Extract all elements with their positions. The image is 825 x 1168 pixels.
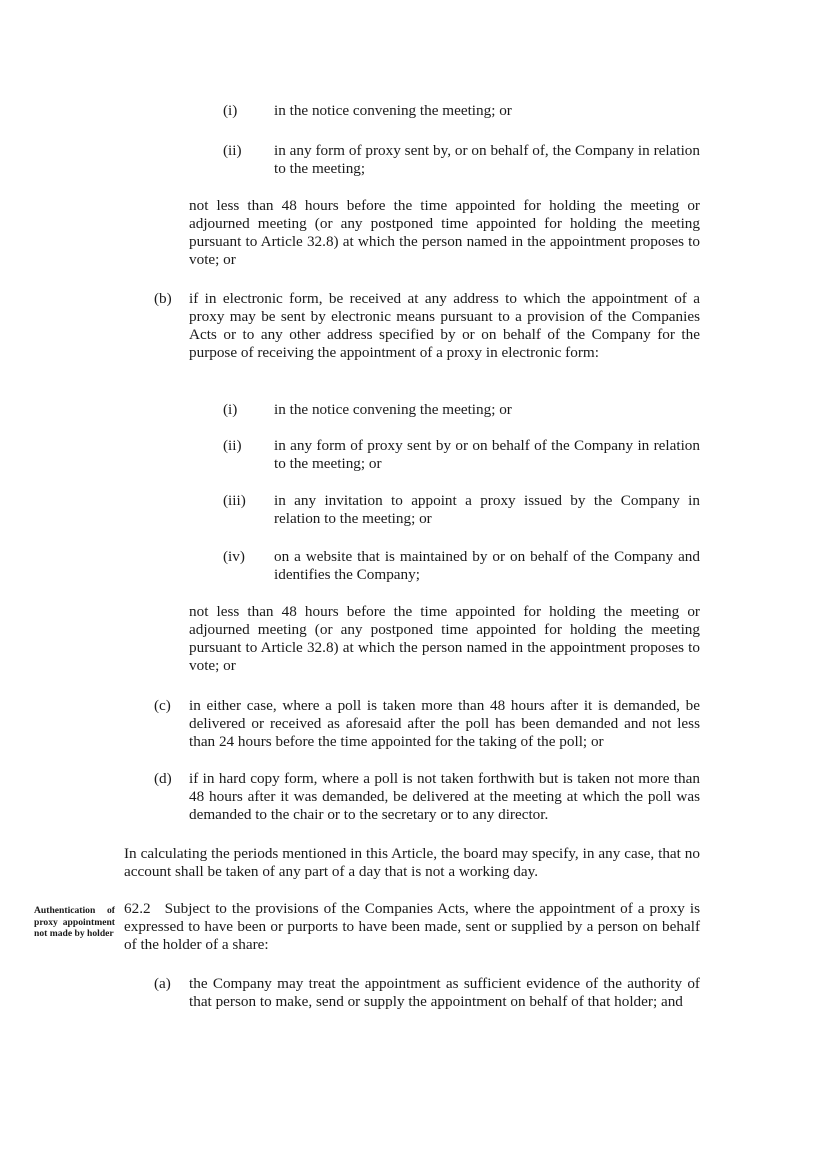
clause-text: the Company may treat the appointment as sufficient evidence of the authority of that person to make, send or supply the appointment on behalf of that holder; and xyxy=(189,975,700,1010)
item-text: on a website that is maintained by or on behalf of the Company and identifies the Company; xyxy=(274,548,700,583)
calculation-paragraph: In calculating the periods mentioned in this Article, the board may specify, in any case, that no account shall be taken of any part of a day that is not a working day. xyxy=(124,845,700,880)
clause-text: if in electronic form, be received at any address to which the appointment of a proxy may be sent by electronic means pursuant to a provision of the Companies Acts or to any other address specified by or on behalf of the Company for the purpose of receiving the appointment of a proxy in electronic form: xyxy=(189,290,700,361)
item-number: (i) xyxy=(223,401,238,418)
clause-b-tail-paragraph: not less than 48 hours before the time appointed for holding the meeting or adjourned meeting (or any postponed time appointed for holding the meeting pursuant to Article 32.8) at which the person named in the appointment proposes to vote; or xyxy=(189,603,700,674)
clause-text: if in hard copy form, where a poll is not taken forthwith but is taken not more than 48 hours after it was demanded, be delivered at the meeting at which the poll was demanded to the chair or to the secretary or to any director. xyxy=(189,770,700,823)
first-block-tail-paragraph: not less than 48 hours before the time appointed for holding the meeting or adjourned meeting (or any postponed time appointed for holding the meeting pursuant to Article 32.8) at which the person named in the appointment proposes to vote; or xyxy=(189,197,700,268)
item-number: (ii) xyxy=(223,437,242,454)
article-text: Subject to the provisions of the Companies Acts, where the appointment of a proxy is expressed to have been or purports to have been made, sent or supplied by a person on behalf of the holder of a share: xyxy=(124,900,700,953)
clause-number: (d) xyxy=(154,770,172,787)
clause-number: (b) xyxy=(154,290,172,307)
item-text: in any form of proxy sent by or on behalf of the Company in relation to the meeting; or xyxy=(274,437,700,472)
item-number: (iii) xyxy=(223,492,246,509)
clause-text: in either case, where a poll is taken more than 48 hours after it is demanded, be delivered or received as aforesaid after the poll has been demanded and not less than 24 hours before the time appointed for the taking of the poll; or xyxy=(189,697,700,750)
item-number: (i) xyxy=(223,102,238,119)
article-number: 62.2 xyxy=(124,900,151,917)
item-text: in any form of proxy sent by, or on behalf of, the Company in relation to the meeting; xyxy=(274,142,700,177)
item-number: (iv) xyxy=(223,548,245,565)
item-text: in the notice convening the meeting; or xyxy=(274,401,512,418)
item-number: (ii) xyxy=(223,142,242,159)
item-text: in any invitation to appoint a proxy issued by the Company in relation to the meeting; or xyxy=(274,492,700,527)
margin-note: Authentication of proxy appointment not made by holder xyxy=(34,905,115,939)
clause-number: (a) xyxy=(154,975,171,992)
item-text: in the notice convening the meeting; or xyxy=(274,102,512,119)
article-62-2-paragraph xyxy=(124,900,700,954)
clause-number: (c) xyxy=(154,697,171,714)
